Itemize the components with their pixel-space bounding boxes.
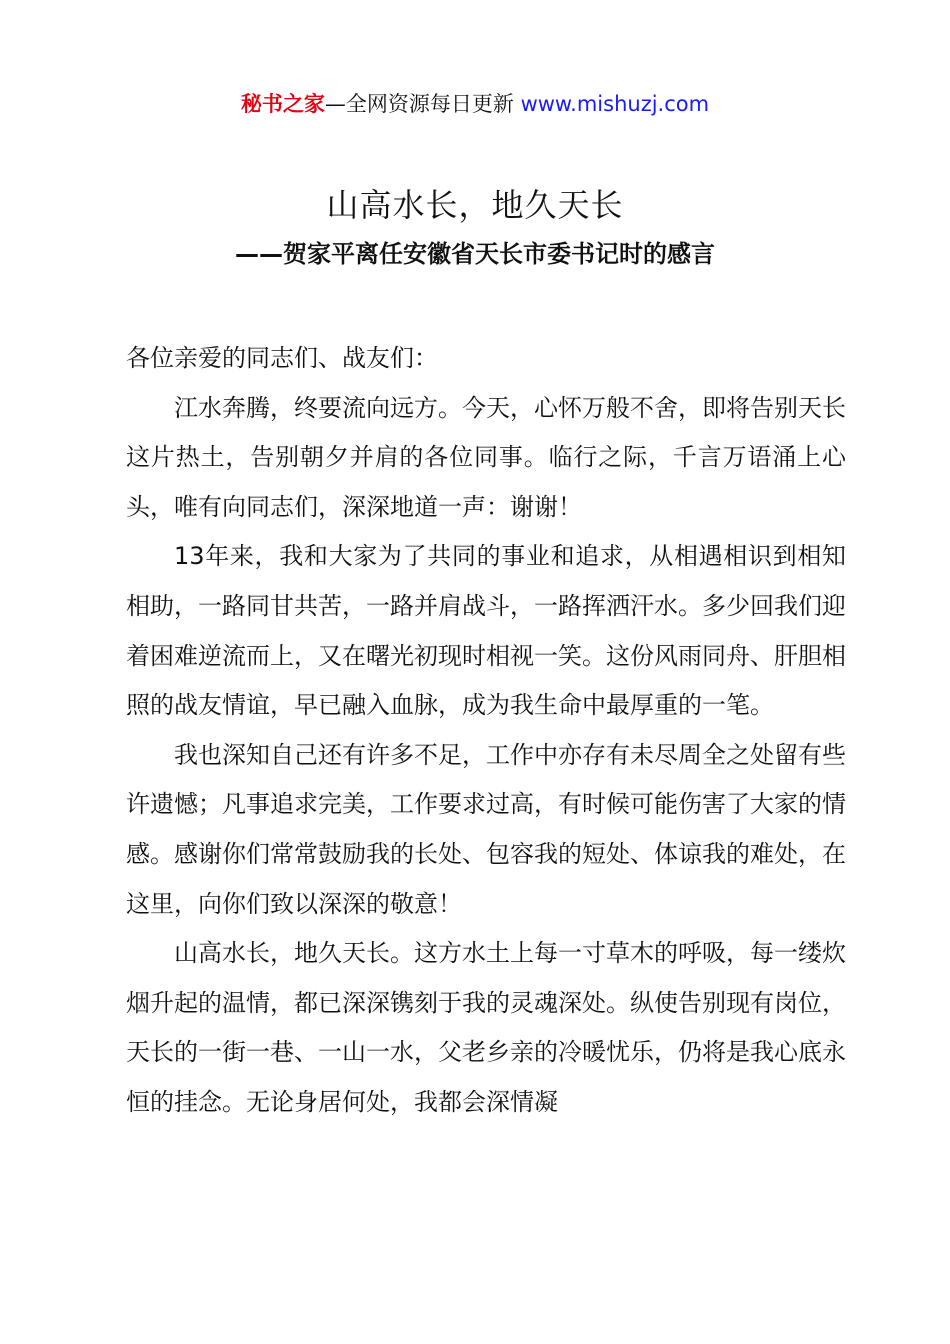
- site-tagline: —全网资源每日更新: [324, 92, 514, 116]
- body-paragraph: 13年来，我和大家为了共同的事业和追求，从相遇相识到相知相助，一路同甘共苦，一路并肩战斗，一路挥洒汗水。多少回我们迎着困难逆流而上，又在曙光初现时相视一笑。这份风雨同舟、肝胆相照的战友情谊，早已融入血脉，成为我生命中最厚重的一笔。: [126, 542, 846, 720]
- site-url-link[interactable]: www.mishuzj.com: [520, 92, 710, 116]
- body-paragraph: 江水奔腾，终要流向远方。今天，心怀万般不舍，即将告别天长这片热土，告别朝夕并肩的各位同事。临行之际，千言万语涌上心头，唯有向同志们，深深地道一声：谢谢！: [126, 393, 846, 521]
- body-paragraph: 我也深知自己还有许多不足，工作中亦存有未尽周全之处留有些许遗憾；凡事追求完美，工作要求过高，有时候可能伤害了大家的情感。感谢你们常常鼓励我的长处、包容我的短处、体谅我的难处，在这里，向你们致以深深的敬意！: [126, 740, 846, 918]
- document-body: [126, 334, 846, 1128]
- site-header: [0, 86, 950, 122]
- document-title: 山高水长，地久天长: [326, 186, 624, 224]
- salutation: 各位亲爱的同志们、战友们：: [126, 344, 438, 372]
- site-brand: 秘书之家: [240, 92, 325, 116]
- body-paragraph: 山高水长，地久天长。这方水土上每一寸草木的呼吸，每一缕炊烟升起的温情，都已深深镌刻于我的灵魂深处。纵使告别现有岗位，天长的一街一巷、一山一水，父老乡亲的冷暖忧乐，仍将是我心底永恒的挂念。无论身居何处，我都会深情凝: [126, 939, 846, 1116]
- document-subtitle: ——贺家平离任安徽省天长市委书记时的感言: [235, 240, 715, 268]
